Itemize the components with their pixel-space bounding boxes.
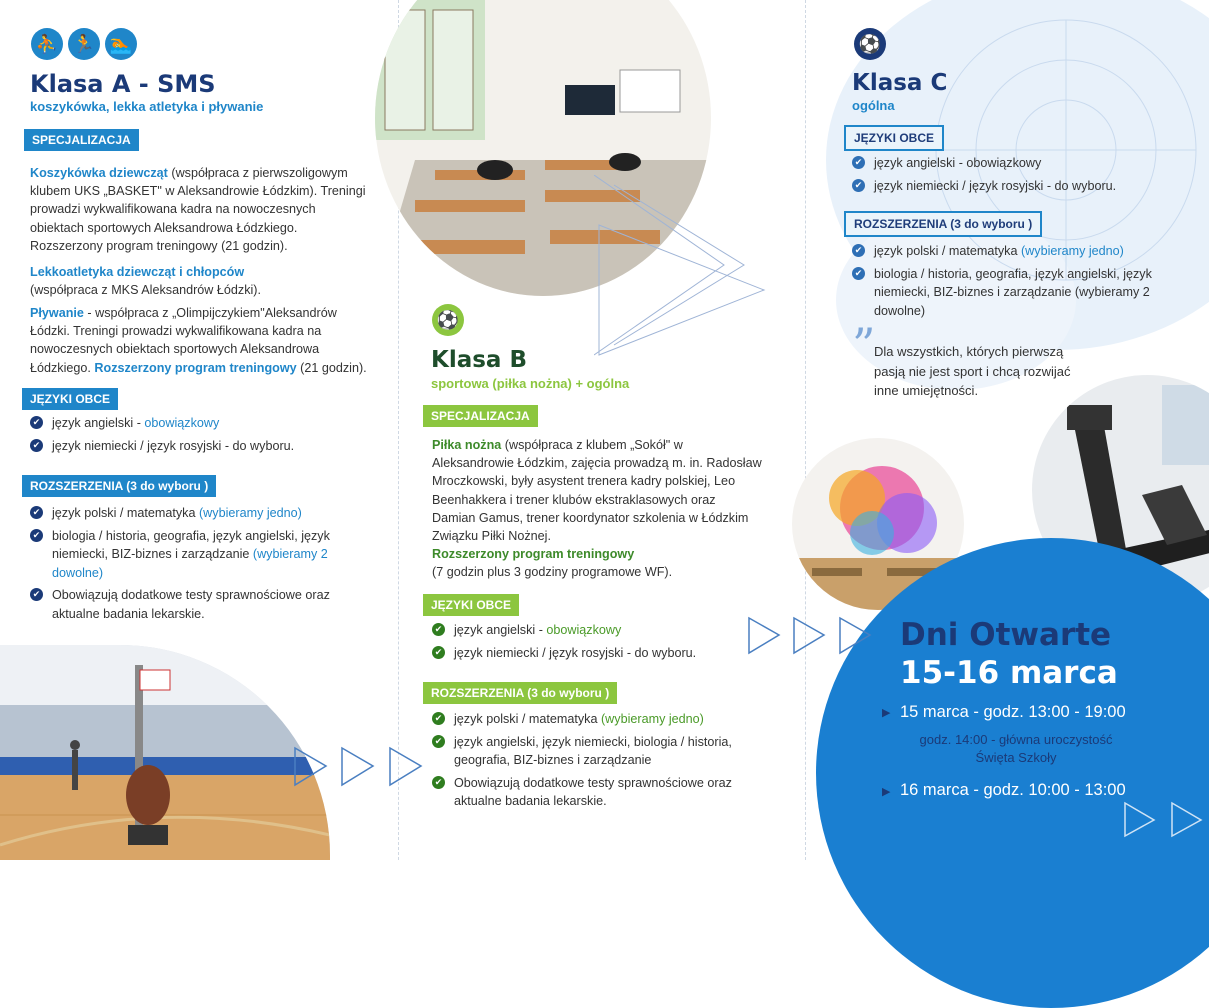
goalkeeper-icon: ⚽ [854,28,886,60]
check-icon: ✔ [30,416,43,429]
lekko-text: (współpraca z MKS Aleksandrów Łódzki). [30,283,261,298]
klasa-b-pilka [432,436,762,582]
check-icon: ✔ [852,244,865,257]
klasa-c-jezyki-label: JĘZYKI OBCE [844,125,944,151]
pilka-head: Piłka nożna [432,438,502,452]
check-icon: ✔ [30,439,43,452]
list-item: ✔ biologia / historia, geografia, język angielski, język niemiecki, BIZ-biznes i zarządzanie (wybieramy 2 dowolne) [30,527,350,583]
panel-klasa-a [0,0,398,860]
plywanie-text: - współpraca z „Olimpijczykiem"Aleksandrów Łódzki. Treningi prowadzi wykwalifikowana kadra na nowoczesnych obiektach sportowych Aleksandrowa Łódzkiego. [30,306,337,375]
check-icon: ✔ [30,529,43,542]
check-icon: ✔ [432,646,445,659]
runner-icon: 🏃 [68,28,100,60]
check-icon: ✔ [30,588,43,601]
dni-otwarte-line2: godz. 14:00 - główna uroczystość Święta Szkoły [919,732,1113,765]
klasa-b-jezyki-label: JĘZYKI OBCE [423,594,519,616]
check-icon: ✔ [432,776,445,789]
list-item: ✔ biologia / historia, geografia, język angielski, język niemiecki, BIZ-biznes i zarządzanie (wybieramy 2 dowolne) [852,265,1152,321]
plywanie-hl: Rozszerzony program treningowy [94,360,297,375]
swimmer-icon: 🏊 [105,28,137,60]
panel-klasa-c [806,0,1209,860]
klasa-b-subtitle: sportowa (piłka nożna) + ogólna [431,376,630,391]
koszykowka-text: (współpraca z pierwszoligowym klubem UKS „BASKET" w Aleksandrowie Łódzkim). Treningi prowadzi wykwalifikowana kadra na nowoczesnych obiektach sportowych Aleksandrowa Łódzkiego. Rozszerzony program treningowy (21 godzin). [30,166,366,253]
dni-otwarte-line1: 15 marca - godz. 13:00 - 19:00 [900,703,1126,721]
list-item: ✔ język angielski - obowiązkowy [432,621,762,640]
list-item: ✔ język angielski - obowiązkowy [30,414,370,433]
klasa-c-quote: Dla wszystkich, których pierwszą pasją nie jest sport i chcą rozwijać inne umiejętności. [874,344,1071,398]
dni-otwarte-dates: 15-16 marca [900,655,1118,691]
check-icon: ✔ [432,623,445,636]
klasa-a-lekkoatletyka [30,263,370,299]
list-item: ✔ język polski / matematyka (wybieramy jedno) [432,710,752,729]
koszykowka-head: Koszykówka dziewcząt [30,166,168,180]
lekko-head: Lekkoatletyka dziewcząt i chłopców [30,265,245,279]
klasa-b-title: Klasa B [431,347,527,373]
play-arrow-icon: ▶ [882,786,891,798]
play-arrow-icon: ▶ [882,707,891,719]
klasa-b-rozsz-list [432,710,752,815]
check-icon: ✔ [852,179,865,192]
list-item: ✔ język polski / matematyka (wybieramy jedno) [30,504,350,523]
list-item: ✔ język niemiecki / język rosyjski - do wyboru. [432,644,762,663]
klasa-a-rozsz-label: ROZSZERZENIA (3 do wyboru ) [22,475,216,497]
basketball-player-icon: ⛹ [31,28,63,60]
list-item: ✔ Obowiązują dodatkowe testy sprawnościowe oraz aktualne badania lekarskie. [432,774,752,811]
dni-otwarte-title: Dni Otwarte [900,617,1112,653]
plywanie-tail: (21 godzin). [296,360,367,375]
check-icon: ✔ [432,735,445,748]
klasa-a-jezyki-label: JĘZYKI OBCE [22,388,118,410]
triangle-arrows-c [744,615,884,657]
klasa-a-plywanie [30,304,370,377]
klasa-a-jezyki-list [30,414,370,459]
football-player-icon: ⚽ [432,304,464,336]
klasa-c-subtitle: ogólna [852,98,895,113]
klasa-c-rozsz-list [852,242,1152,324]
pilka-tail: (7 godzin plus 3 godziny programowe WF). [432,565,673,580]
klasa-b-jezyki-list [432,621,762,666]
panel-klasa-b [399,0,805,860]
triangle-arrows-corner [1122,800,1209,840]
list-item: ✔ język angielski, język niemiecki, biologia / historia, geografia, BIZ-biznes i zarządzanie [432,733,752,770]
klasa-a-koszykowka [30,164,370,255]
klasa-a-title: Klasa A - SMS [30,70,216,98]
klasa-a-spec-label: SPECJALIZACJA [24,129,139,151]
klasa-c-title: Klasa C [852,70,948,96]
list-item: ✔ język niemiecki / język rosyjski - do wyboru. [852,177,1172,196]
klasa-a-subtitle: koszykówka, lekka atletyka i pływanie [30,99,264,114]
sports-hall-photo [0,645,330,860]
pilka-hl: Rozszerzony program treningowy [432,547,635,562]
pilka-text: (współpraca z klubem „Sokół" w Aleksandrowie Łódzkim, zajęcia prowadzą m. in. Radosław Mroczkowski, były asystent trenera kadry polskiej, Leo Beenhakkera i trener klubów ekstraklasowych oraz Damian Gamus, trener koordynator szkolenia w Łódzkim Związku Piłki Nożnej. [432,438,762,544]
quote-mark-icon: ” [852,318,876,372]
check-icon: ✔ [30,506,43,519]
decor-triangles-b [594,175,834,365]
list-item: ✔ Obowiązują dodatkowe testy sprawnościowe oraz aktualne badania lekarskie. [30,586,350,623]
klasa-a-rozsz-list [30,504,350,628]
plywanie-head: Pływanie [30,306,84,320]
klasa-b-spec-label: SPECJALIZACJA [423,405,538,427]
list-item: ✔ język niemiecki / język rosyjski - do wyboru. [30,437,370,456]
check-icon: ✔ [432,712,445,725]
klasa-b-rozsz-label: ROZSZERZENIA (3 do wyboru ) [423,682,617,704]
dni-otwarte-line3: 16 marca - godz. 10:00 - 13:00 [900,781,1126,799]
list-item: ✔ język angielski - obowiązkowy [852,154,1172,173]
list-item: ✔ język polski / matematyka (wybieramy jedno) [852,242,1152,261]
klasa-c-jezyki-list [852,154,1172,199]
check-icon: ✔ [852,156,865,169]
check-icon: ✔ [852,267,865,280]
klasa-c-rozsz-label: ROZSZERZENIA (3 do wyboru ) [844,211,1042,237]
